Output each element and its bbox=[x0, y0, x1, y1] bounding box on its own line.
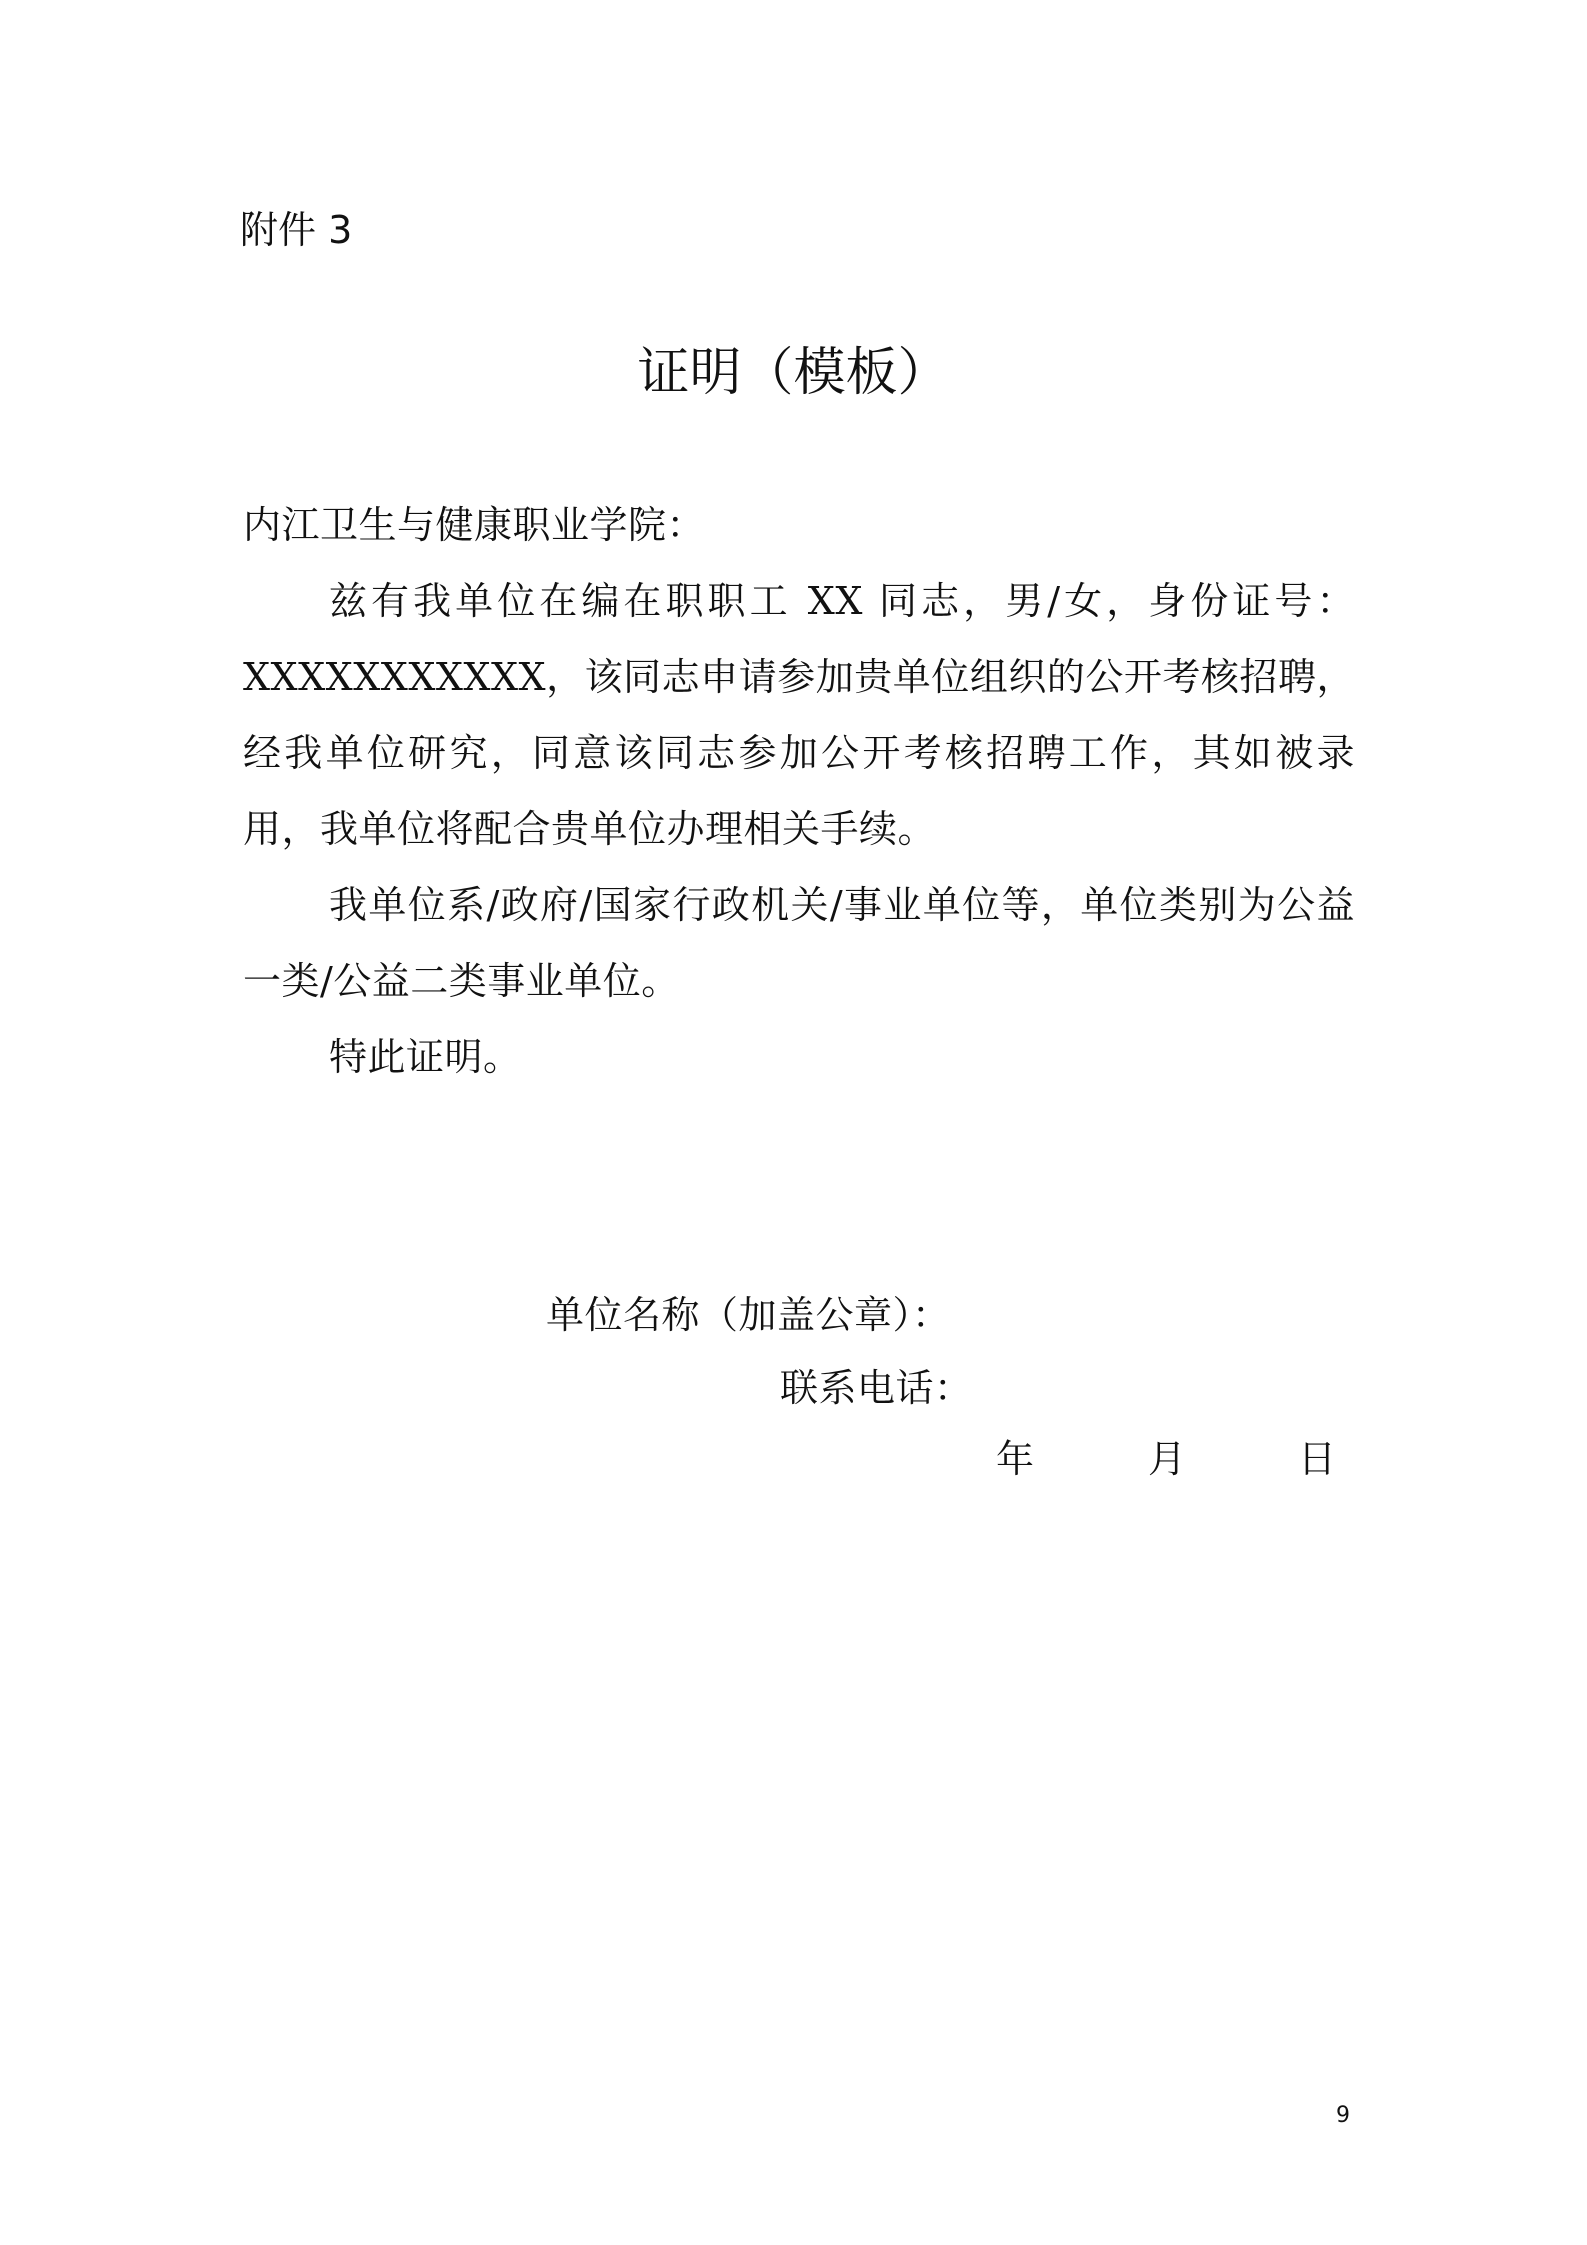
closing-statement: 特此证明。 bbox=[329, 1035, 522, 1079]
contact-phone-label: 联系电话： bbox=[780, 1366, 973, 1410]
date-month-label: 月 bbox=[1148, 1437, 1187, 1481]
date-year-label: 年 bbox=[996, 1437, 1035, 1481]
paragraph-employee-info: 兹有我单位在编在职职工 XX 同志，男/女，身份证号：XXXXXXXXXXX，该同志申请参加贵单位组织的公开考核招聘，经我单位研究，同意该同志参加公开考核招聘工作，其如被录用，我单位将配合贵单位办理相关手续。 bbox=[243, 579, 1355, 851]
paragraph-unit-category: 我单位系/政府/国家行政机关/事业单位等，单位类别为公益一类/公益二类事业单位。 bbox=[243, 883, 1355, 1003]
date-day-label: 日 bbox=[1298, 1437, 1337, 1481]
certificate-body bbox=[243, 487, 1355, 1095]
page-number: 9 bbox=[1336, 2103, 1350, 2128]
unit-name-seal-label: 单位名称（加盖公章）： bbox=[546, 1293, 951, 1337]
salutation: 内江卫生与健康职业学院： bbox=[243, 503, 706, 547]
attachment-label: 附件 3 bbox=[240, 208, 353, 252]
document-title: 证明（模板） bbox=[637, 343, 950, 403]
